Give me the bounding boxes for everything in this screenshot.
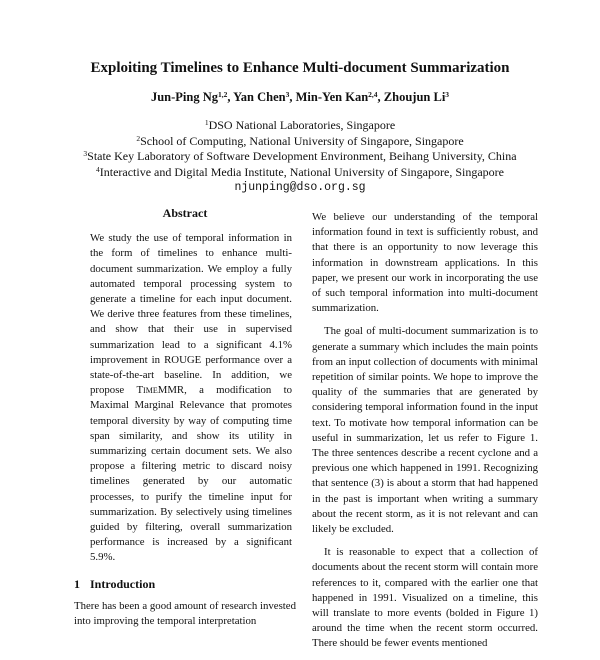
abstract-heading: Abstract — [162, 206, 208, 220]
section-heading-introduction: 1 Introduction — [74, 576, 156, 591]
author: Zhoujun Li$^3$ — [383, 90, 450, 104]
body-paragraph: The goal of multi-document summarization is to generate a summary which includes the main points from an input collection of documents with minimal repetition of similar points. We hope to improve the quality of the summaries that are generated by considering temporal information found in the input text. To motivate how temporal information can be useful in summarization, let us refer to Figure 1. The three sentences describe a recent cyclone and a previous one which happened in 1991. Recognizing that sentence (3) is about a storm that had happened in the past is important when writing a summary about the recent storm, as it is not relevant and can likely be excluded. — [312, 325, 538, 536]
affiliation: $^4$Interactive and Digital Media Institute, National University of Singapore, Singapore — [96, 164, 504, 179]
body-paragraph: It is reasonable to expect that a collection of documents about the recent storm will contain more references to it, compared with the earlier one that happened in 1991. Visualized on a timeline, this will translate to more events (bolded in Figure 1) around the time when the recent storm occurred. There should be fewer events mentioned — [312, 546, 538, 650]
contact-email: njunping@dso.org.sg — [234, 181, 366, 195]
author: Min-Yen Kan$^{2,4}$, — [295, 90, 384, 104]
abstract-body: We study the use of temporal information in the form of timelines to enhance multi-document summarization. We employ a fully automated temporal processing system to generate a timeline for each input document. We derive three features from these timelines, and show that their use in supervised summarization lead to a significant 4.1% improvement in ROUGE performance over a state-of-the-art baseline. In addition, we propose TimeMMR, a modification to Maximal Marginal Relevance that promotes temporal diversity by way of computing time span similarity, and show its utility in summarizing certain document sets. We also propose a filtering metric to discard noisy timelines generated by our automatic processes, to purify the timeline input for summarization. By selectively using timelines guided by filtering, overall summarization performance is increased by a significant 5.9%. — [90, 232, 292, 564]
paper-title: Exploiting Timelines to Enhance Multi-document Summarization — [90, 60, 510, 76]
author-list — [0, 88, 600, 106]
right-column — [312, 210, 538, 660]
author: Yan Chen$^3$, — [233, 90, 296, 104]
affiliation: $^1$DSO National Laboratories, Singapore — [204, 118, 396, 132]
introduction-paragraph: There has been a good amount of research invested into improving the temporal interpretation — [74, 599, 296, 628]
affiliation: $^2$School of Computing, National University of Singapore, Singapore — [136, 133, 464, 148]
affiliations — [0, 118, 600, 196]
method-name: TimeMMR — [136, 384, 185, 397]
affiliation: $^3$State Key Laboratory of Software Development Environment, Beihang University, China — [83, 149, 517, 164]
left-column — [74, 206, 296, 637]
author: Jun-Ping Ng$^{1,2}$, — [150, 90, 234, 104]
body-paragraph: We believe our understanding of the temporal information found in text is sufficiently robust, and that there is an opportunity to now leverage this information in downstream applications. In this paper, we present our work in incorporating the use of such temporal information into multi-document summarization. — [312, 211, 538, 315]
